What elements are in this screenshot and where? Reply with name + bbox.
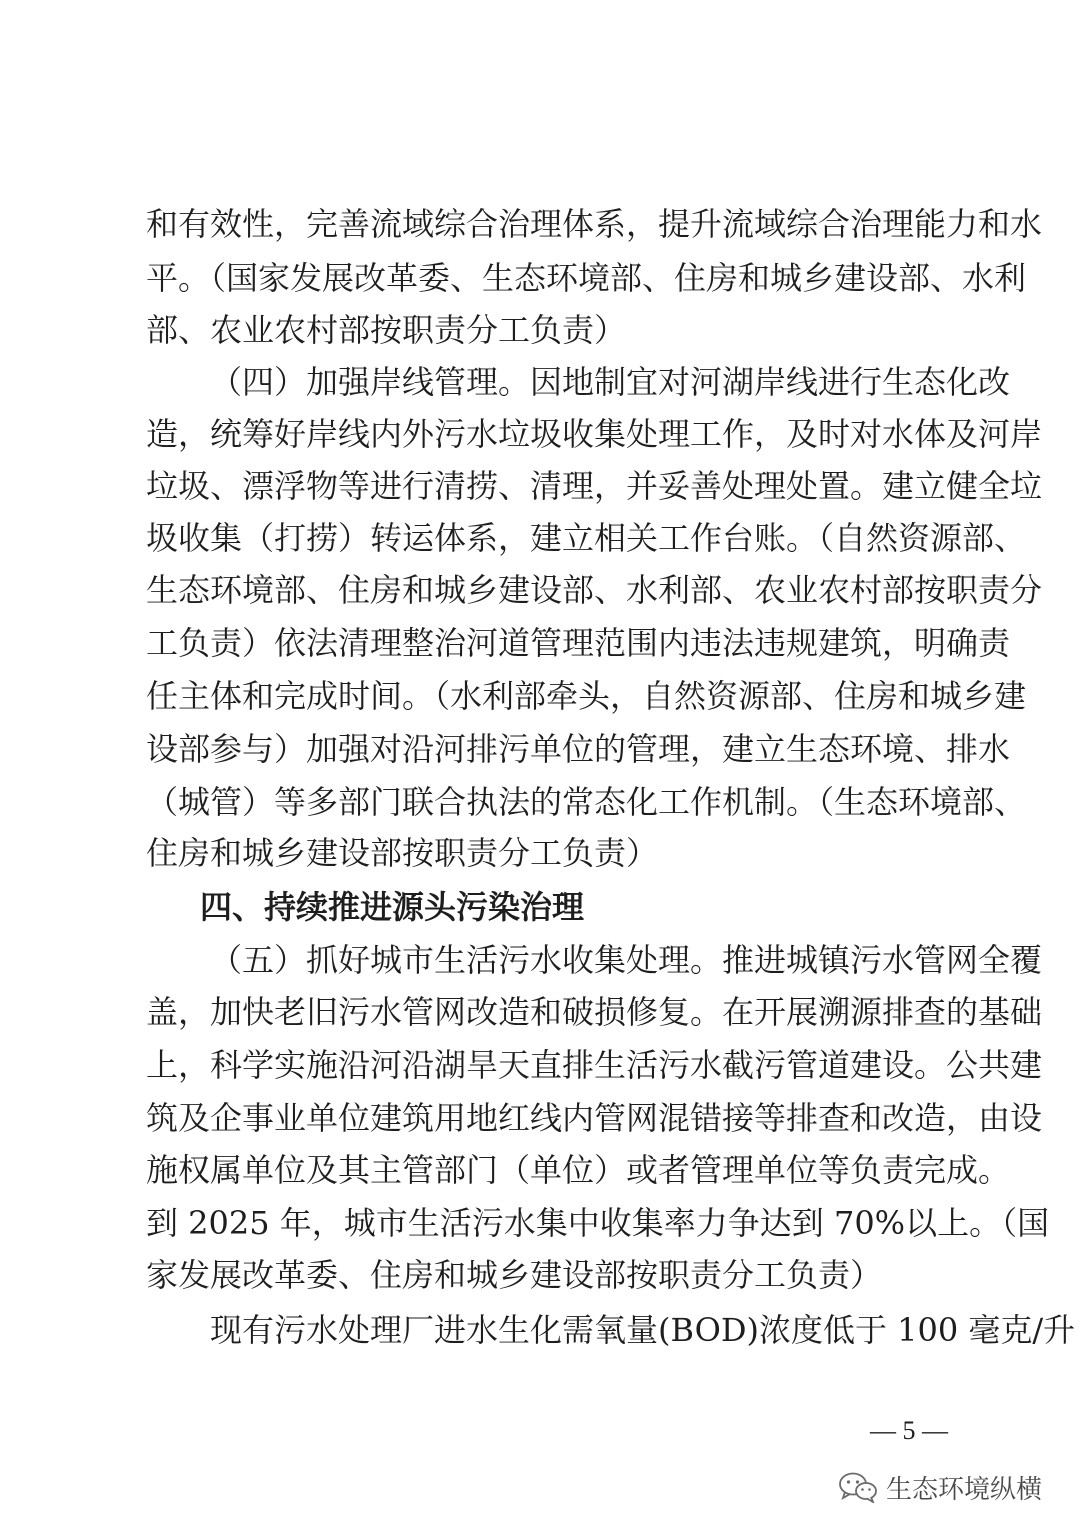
body-line: （五）抓好城市生活污水收集处理。推进城镇污水管网全覆 [210,941,1043,979]
wechat-icon [838,1471,878,1503]
body-line: 住房和城乡建设部按职责分工负责） [146,834,659,872]
body-line: 部、农业农村部按职责分工负责） [146,311,627,349]
body-line: 上，科学实施沿河沿湖旱天直排生活污水截污管道建设。公共建 [146,1046,1043,1084]
body-line: 现有污水处理厂进水生化需氧量(BOD)浓度低于 100 毫克/升 [210,1311,1076,1349]
body-line: 设部参与）加强对沿河排污单位的管理，建立生态环境、排水 [146,730,1011,768]
body-line: 造，统筹好岸线内外污水垃圾收集处理工作，及时对水体及河岸 [146,415,1043,453]
watermark-label: 生态环境纵横 [886,1474,1043,1505]
body-line: 和有效性，完善流域综合治理体系，提升流域综合治理能力和水 [146,205,1043,243]
body-line: 施权属单位及其主管部门（单位）或者管理单位等负责完成。 [146,1151,1011,1189]
body-line: （城管）等多部门联合执法的常态化工作机制。（生态环境部、 [146,783,1027,821]
body-line: 到 2025 年，城市生活污水集中收集率力争达到 70%以上。（国 [146,1204,1050,1242]
body-line: （四）加强岸线管理。因地制宜对河湖岸线进行生态化改 [210,363,1011,401]
body-line: 家发展改革委、住房和城乡建设部按职责分工负责） [146,1256,883,1294]
body-line: 工负责）依法清理整治河道管理范围内违法违规建筑，明确责 [146,624,1011,662]
watermark [838,1467,1042,1507]
page-number: — 5 — [870,1416,948,1445]
body-line: 盖，加快老旧污水管网改造和破损修复。在开展溯源排查的基础 [146,993,1043,1031]
body-line: 圾收集（打捞）转运体系，建立相关工作台账。（自然资源部、 [146,519,1027,557]
section-heading: 四、持续推进源头污染治理 [200,888,585,926]
body-line: 平。（国家发展改革委、生态环境部、住房和城乡建设部、水利 [146,259,1027,297]
body-line: 垃圾、漂浮物等进行清捞、清理，并妥善处理处置。建立健全垃 [146,467,1043,505]
body-line: 筑及企事业单位建筑用地红线内管网混错接等排查和改造，由设 [146,1099,1043,1137]
body-line: 任主体和完成时间。（水利部牵头，自然资源部、住房和城乡建 [146,677,1027,715]
body-line: 生态环境部、住房和城乡建设部、水利部、农业农村部按职责分 [146,571,1043,609]
